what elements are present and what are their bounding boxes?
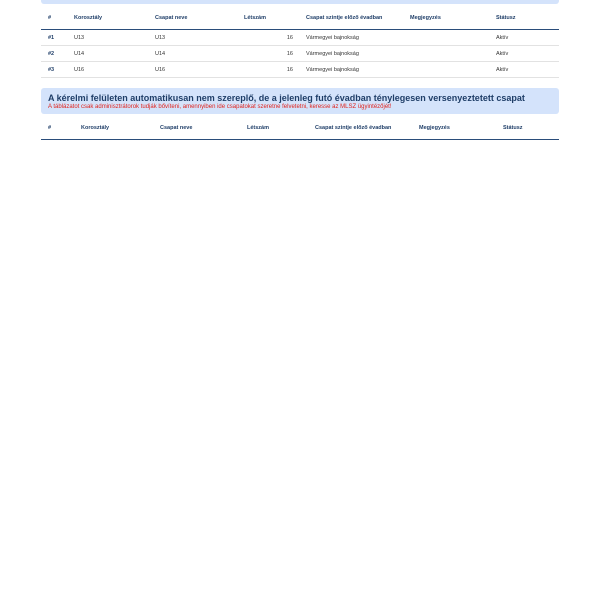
row-index: #2 bbox=[41, 46, 67, 62]
column-header-index: # bbox=[41, 117, 74, 140]
section-header-strip bbox=[41, 0, 559, 4]
headcount-cell: 16 bbox=[237, 62, 299, 78]
column-header-team-name: Csapat neve bbox=[153, 117, 240, 140]
section-banner bbox=[41, 88, 559, 114]
table-header-row bbox=[41, 117, 559, 140]
column-header-previous-level: Csapat szintje előző évadban bbox=[299, 7, 403, 30]
column-header-status: Státusz bbox=[496, 117, 559, 140]
extra-teams-table bbox=[41, 117, 559, 140]
column-header-note: Megjegyzés bbox=[412, 117, 496, 140]
note-cell bbox=[403, 30, 489, 46]
table-row[interactable] bbox=[41, 30, 559, 46]
note-cell bbox=[403, 62, 489, 78]
column-header-age-group: Korosztály bbox=[74, 117, 153, 140]
column-header-team-name: Csapat neve bbox=[148, 7, 237, 30]
age-group-cell: U16 bbox=[67, 62, 148, 78]
column-header-note: Megjegyzés bbox=[403, 7, 489, 30]
headcount-cell: 16 bbox=[237, 30, 299, 46]
column-header-index: # bbox=[41, 7, 67, 30]
team-name-cell: U16 bbox=[148, 62, 237, 78]
section-title: A kérelmi felületen automatikusan nem szereplő, de a jelenleg futó évadban ténylegesen versenyeztetett csapat bbox=[48, 93, 525, 103]
row-index: #3 bbox=[41, 62, 67, 78]
row-index: #1 bbox=[41, 30, 67, 46]
age-group-cell: U13 bbox=[67, 30, 148, 46]
teams-table bbox=[41, 7, 559, 78]
status-cell: Aktív bbox=[489, 62, 559, 78]
table-row[interactable] bbox=[41, 62, 559, 78]
previous-level-cell: Vármegyei bajnokság bbox=[299, 62, 403, 78]
column-header-status: Státusz bbox=[489, 7, 559, 30]
previous-level-cell: Vármegyei bajnokság bbox=[299, 30, 403, 46]
status-cell: Aktív bbox=[489, 46, 559, 62]
note-cell bbox=[403, 46, 489, 62]
column-header-headcount: Létszám bbox=[237, 7, 299, 30]
age-group-cell: U14 bbox=[67, 46, 148, 62]
previous-level-cell: Vármegyei bajnokság bbox=[299, 46, 403, 62]
column-header-age-group: Korosztály bbox=[67, 7, 148, 30]
team-name-cell: U14 bbox=[148, 46, 237, 62]
column-header-headcount: Létszám bbox=[240, 117, 308, 140]
table-header-row bbox=[41, 7, 559, 30]
status-cell: Aktív bbox=[489, 30, 559, 46]
admin-notice: A táblázatot csak adminisztrátorok tudják bővíteni, amennyiben ide csapatokat szeretne felvetetni, keresse az MLSZ ügyintézőjét! bbox=[48, 104, 392, 110]
table-row[interactable] bbox=[41, 46, 559, 62]
team-name-cell: U13 bbox=[148, 30, 237, 46]
headcount-cell: 16 bbox=[237, 46, 299, 62]
column-header-previous-level: Csapat szintje előző évadban bbox=[308, 117, 412, 140]
